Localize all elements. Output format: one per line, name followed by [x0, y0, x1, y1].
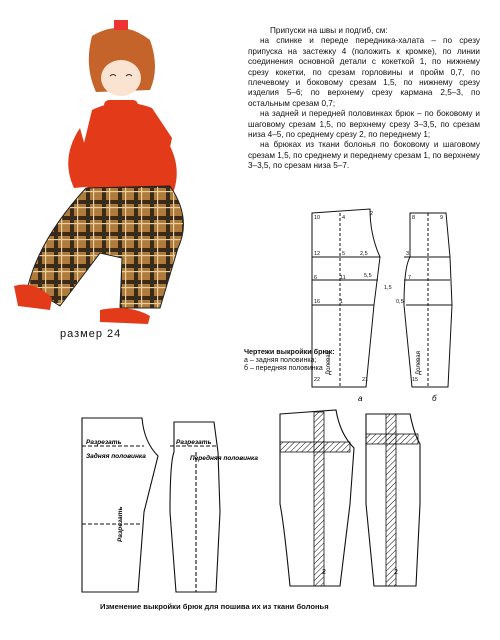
hair-bow-icon — [114, 20, 128, 30]
pt-label: 4 — [342, 215, 346, 221]
pattern-legend-b: б – передняя половинка — [244, 365, 323, 372]
pt-label: 11 — [340, 275, 346, 281]
pt-label: 1,5 — [384, 285, 392, 291]
pt-label: 22 — [314, 377, 321, 383]
front-half-label: Передняя половинка — [190, 455, 259, 462]
draft-letter-b: б — [432, 394, 437, 403]
pt-label: 0,5 — [396, 299, 404, 305]
modified-pattern-right — [270, 404, 470, 594]
grain-label-a: Долевая — [326, 351, 332, 375]
seam-allowance-text — [248, 26, 480, 172]
bottom-caption: Изменение выкройки брюк для пошива их из ткани болонья — [100, 602, 329, 611]
pt-label: 2,5 — [360, 251, 368, 257]
pattern-caption — [244, 348, 364, 374]
pt-label: 6 — [314, 275, 318, 281]
pt-label: 8 — [412, 215, 416, 221]
pt-label: 2 — [370, 211, 374, 217]
pants-pattern-drafts — [300, 205, 470, 405]
dim-label-left: 2 — [322, 569, 326, 576]
pt-label: 9 — [440, 215, 444, 221]
modified-pattern-left — [78, 412, 259, 598]
allowance-paragraph-3: на брюках из ткани болонья по боковому и шаговому срезам 1,5, по среднему и переднему срезам 1, по верхнему 3–3,5, по срезам низа 5–7. — [248, 140, 480, 171]
cut-label-back: Разрезать — [86, 439, 122, 446]
pt-label: 12 — [314, 251, 321, 257]
pt-label: 16 — [314, 299, 321, 305]
girl-illustration — [0, 18, 240, 328]
pt-label: 3 — [406, 251, 410, 257]
pattern-caption-title: Чертежи выкройки брюк: — [244, 347, 335, 356]
draft-letter-a: а — [358, 394, 363, 403]
cut-label-front: Разрезать — [176, 439, 212, 446]
cut-vertical-label: Разрезать — [117, 506, 124, 542]
grain-label-b: Долевая — [416, 351, 422, 375]
pattern-legend-a: а – задняя половинка; — [244, 356, 317, 364]
allowance-paragraph-2: на задней и передней половинках брюк – по боковому и шаговому срезам 1,5, по верхнему срезу 3–3,5, по срезам низа 4–5, по среднему срезу 2, по переднему 1; — [248, 109, 480, 140]
pt-label: 21 — [362, 377, 369, 383]
pt-label: 5,5 — [364, 273, 372, 279]
pt-label: 10 — [314, 215, 321, 221]
pt-label: 15 — [412, 377, 419, 383]
allowance-title: Припуски на швы и подгиб, см: — [270, 26, 388, 35]
pt-label: 1 — [340, 299, 344, 305]
size-label: размер 24 — [60, 328, 122, 340]
allowance-paragraph-1: на спинке и переде передника-халата – по срезу припуска на застежку 4 (положить к кромке), по линии соединения основной детали с кокеткой 1, по нижнему срезу кокетки, по срезам горловины и пройм 0,7, по плечевому и боковому срезам 1,5, по нижнему срезу изделия 5–6; по верхнему срезу кармана 2,5–3, по остальным срезам 0,7; — [248, 36, 480, 108]
pt-label: 7 — [408, 275, 412, 281]
back-half-label: Задняя половинка — [86, 453, 146, 460]
pt-label: 5 — [342, 251, 346, 257]
dim-label-right: 2 — [394, 569, 398, 576]
